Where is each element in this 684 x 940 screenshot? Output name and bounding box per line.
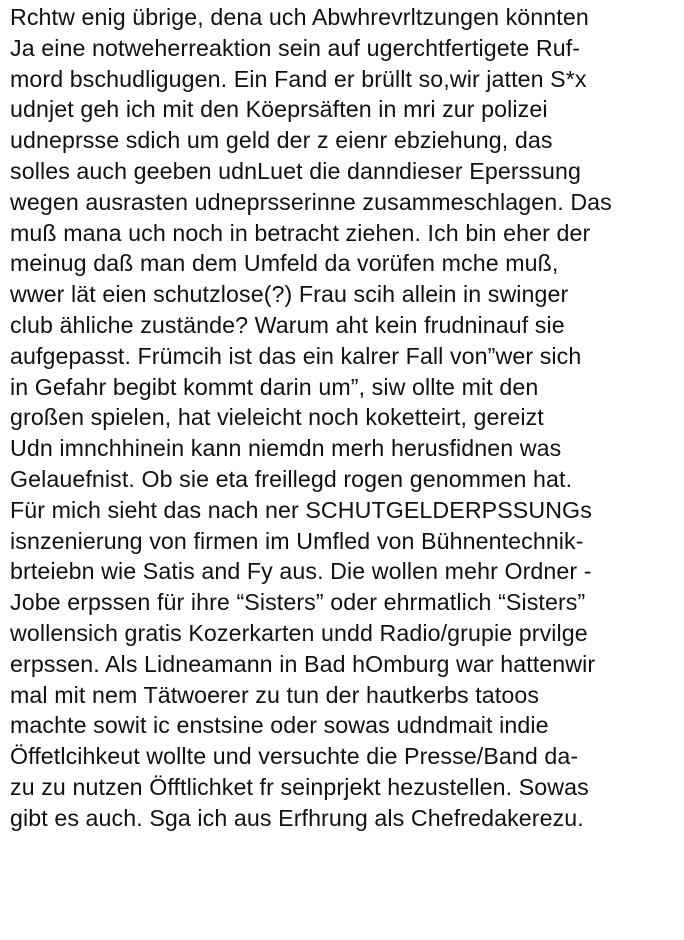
text-line: wollensich gratis Kozerkarten undd Radio/grupie prvilge bbox=[10, 619, 588, 646]
text-line: isnzenierung von firmen im Umfled von Bühnentechnik- bbox=[10, 527, 584, 554]
text-line: Udn imnchhinein kann niemdn merh herusfidnen was bbox=[10, 435, 562, 462]
text-line: Jobe erpssen für ihre “Sisters” oder ehrmatlich “Sisters” bbox=[10, 589, 586, 616]
text-line: muß mana uch noch in betracht ziehen. Ich bin eher der bbox=[10, 219, 591, 246]
text-line: club ähliche zustände? Warum aht kein frudninauf sie bbox=[10, 311, 565, 338]
text-line: Öffetlcihkeut wollte und versuchte die Presse/Band da- bbox=[10, 743, 579, 770]
text-line: gibt es auch. Sga ich aus Erfhrung als Chefredakerezu. bbox=[10, 804, 584, 831]
text-line: erpssen. Als Lidneamann in Bad hOmburg war hattenwir bbox=[10, 650, 596, 677]
text-line: wwer lät eien schutzlose(?) Frau scih allein in swinger bbox=[10, 281, 569, 308]
text-line: mal mit nem Tätwoerer zu tun der hautkerbs tatoos bbox=[10, 681, 540, 708]
text-line: großen spielen, hat vieleicht noch koketteirt, gereizt bbox=[10, 404, 544, 431]
text-line: udnjet geh ich mit den Köeprsäften in mri zur polizei bbox=[10, 96, 548, 123]
text-line: mord bschudligugen. Ein Fand er brüllt so,wir jatten S*x bbox=[10, 65, 587, 92]
text-line: Gelauefnist. Ob sie eta freillegd rogen genommen hat. bbox=[10, 465, 573, 492]
text-line: brteiebn wie Satis and Fy aus. Die wollen mehr Ordner - bbox=[10, 558, 592, 585]
text-line: Ja eine notweherreaktion sein auf ugerchtfertigete Ruf- bbox=[10, 34, 581, 61]
text-line: wegen ausrasten udneprsserinne zusammeschlagen. Das bbox=[10, 188, 612, 215]
text-line: meinug daß man dem Umfeld da vorüfen mche muß, bbox=[10, 250, 559, 277]
text-line: zu zu nutzen Öfftlichket fr seinprjekt hezustellen. Sowas bbox=[10, 773, 589, 800]
text-line: solles auch geeben udnLuet die danndieser Eperssung bbox=[10, 157, 582, 184]
text-line: udneprsse sdich um geld der z eienr ebziehung, das bbox=[10, 127, 553, 154]
text-line: machte sowit ic enstsine oder sowas udndmait indie bbox=[10, 712, 549, 739]
document-page bbox=[10, 2, 678, 834]
text-line: aufgepasst. Frümcih ist das ein kalrer Fall von”wer sich bbox=[10, 342, 582, 369]
text-line: in Gefahr begibt kommt darin um”, siw ollte mit den bbox=[10, 373, 539, 400]
text-line: Für mich sieht das nach ner SCHUTGELDERPSSUNGs bbox=[10, 496, 592, 523]
text-line: Rchtw enig übrige, dena uch Abwhrevrltzungen könnten bbox=[10, 4, 589, 30]
